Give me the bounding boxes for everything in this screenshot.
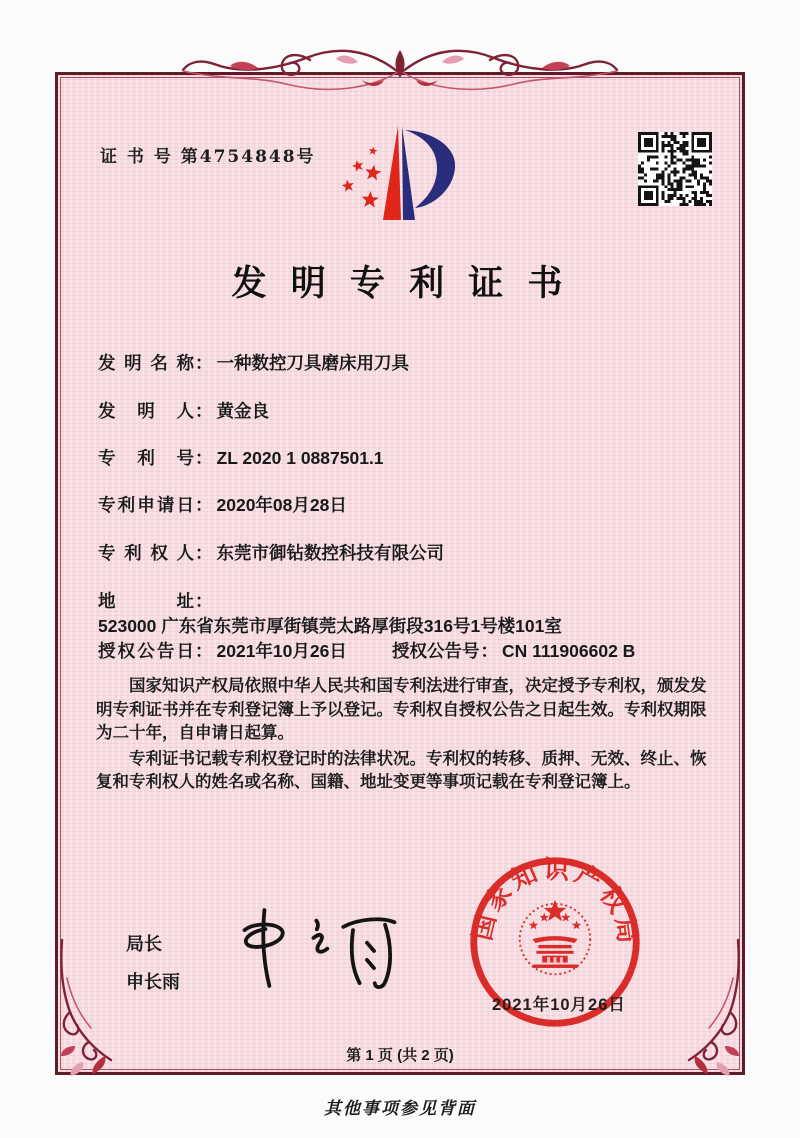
field-label: 发明名称 <box>98 353 194 373</box>
field-value: 黄金良 <box>216 401 269 421</box>
field-filing-date: 专利申请日： 2020年08月28日 <box>98 495 347 515</box>
certificate-title: 发 明 专 利 证 书 <box>231 263 569 304</box>
cnipa-logo-icon <box>335 110 460 228</box>
director-signature-icon <box>216 895 411 1000</box>
page-number: 第 1 页 (共 2 页) <box>346 1047 454 1064</box>
certificate-number: 证 书 号 第4754848号 <box>100 147 316 167</box>
seal-date: 2021年10月26日 <box>492 996 626 1014</box>
field-address: 地址：523000 广东省东莞市厚街镇莞太路厚街段316号1号楼101室 <box>98 590 720 640</box>
top-border-flourish-icon <box>180 40 620 104</box>
field-label: 专利申请日 <box>98 495 194 515</box>
field-label: 专利号 <box>98 448 194 468</box>
field-label: 授权公告号 <box>392 641 480 661</box>
field-label: 授权公告日 <box>98 641 194 661</box>
field-label: 专利权人 <box>98 543 194 563</box>
field-value: 2021年10月26日 <box>216 641 347 661</box>
law-paragraph: 国家知识产权局依照中华人民共和国专利法进行审查，决定授予专利权，颁发发明专利证书并在专利登记簿上予以登记。专利权自授权公告之日起生效。专利权期限为二十年，自申请日起算。 <box>96 676 707 742</box>
field-patent-number: 专利号： ZL 2020 1 0887501.1 <box>98 448 384 468</box>
field-grant-number: 授权公告号： CN 111906602 B <box>392 641 636 661</box>
field-value: 2020年08月28日 <box>216 495 347 515</box>
field-value: 523000 广东省东莞市厚街镇莞太路厚街段316号1号楼101室 <box>98 616 562 636</box>
director-name: 申长雨 <box>126 972 180 992</box>
field-value: 东莞市御钻数控科技有限公司 <box>216 543 444 563</box>
field-invention-name: 发明名称： 一种数控刀具磨床用刀具 <box>98 353 409 373</box>
field-grant-date: 授权公告日： 2021年10月26日 授权公告号： CN 111906602 B <box>98 641 636 661</box>
field-inventor: 发明人： 黄金良 <box>98 401 269 421</box>
field-patentee: 专利权人： 东莞市御钻数控科技有限公司 <box>98 543 444 563</box>
back-note: 其他事项参见背面 <box>324 1099 476 1119</box>
director-title: 局长 <box>126 934 162 954</box>
law-paragraph: 专利证书记载专利权登记时的法律状况。专利权的转移、质押、无效、终止、恢复和专利权人的姓名或名称、国籍、地址变更等事项记载在专利登记簿上。 <box>96 748 707 791</box>
field-value: CN 111906602 B <box>502 641 636 661</box>
seal-text: 国家知识产权局 <box>468 855 642 949</box>
qr-code <box>638 132 712 206</box>
field-value: 一种数控刀具磨床用刀具 <box>216 353 409 373</box>
field-value: ZL 2020 1 0887501.1 <box>216 448 384 468</box>
field-label: 发明人 <box>98 401 194 421</box>
national-emblem-icon <box>520 900 590 974</box>
legal-text <box>96 674 720 796</box>
field-label: 地址 <box>98 591 194 611</box>
